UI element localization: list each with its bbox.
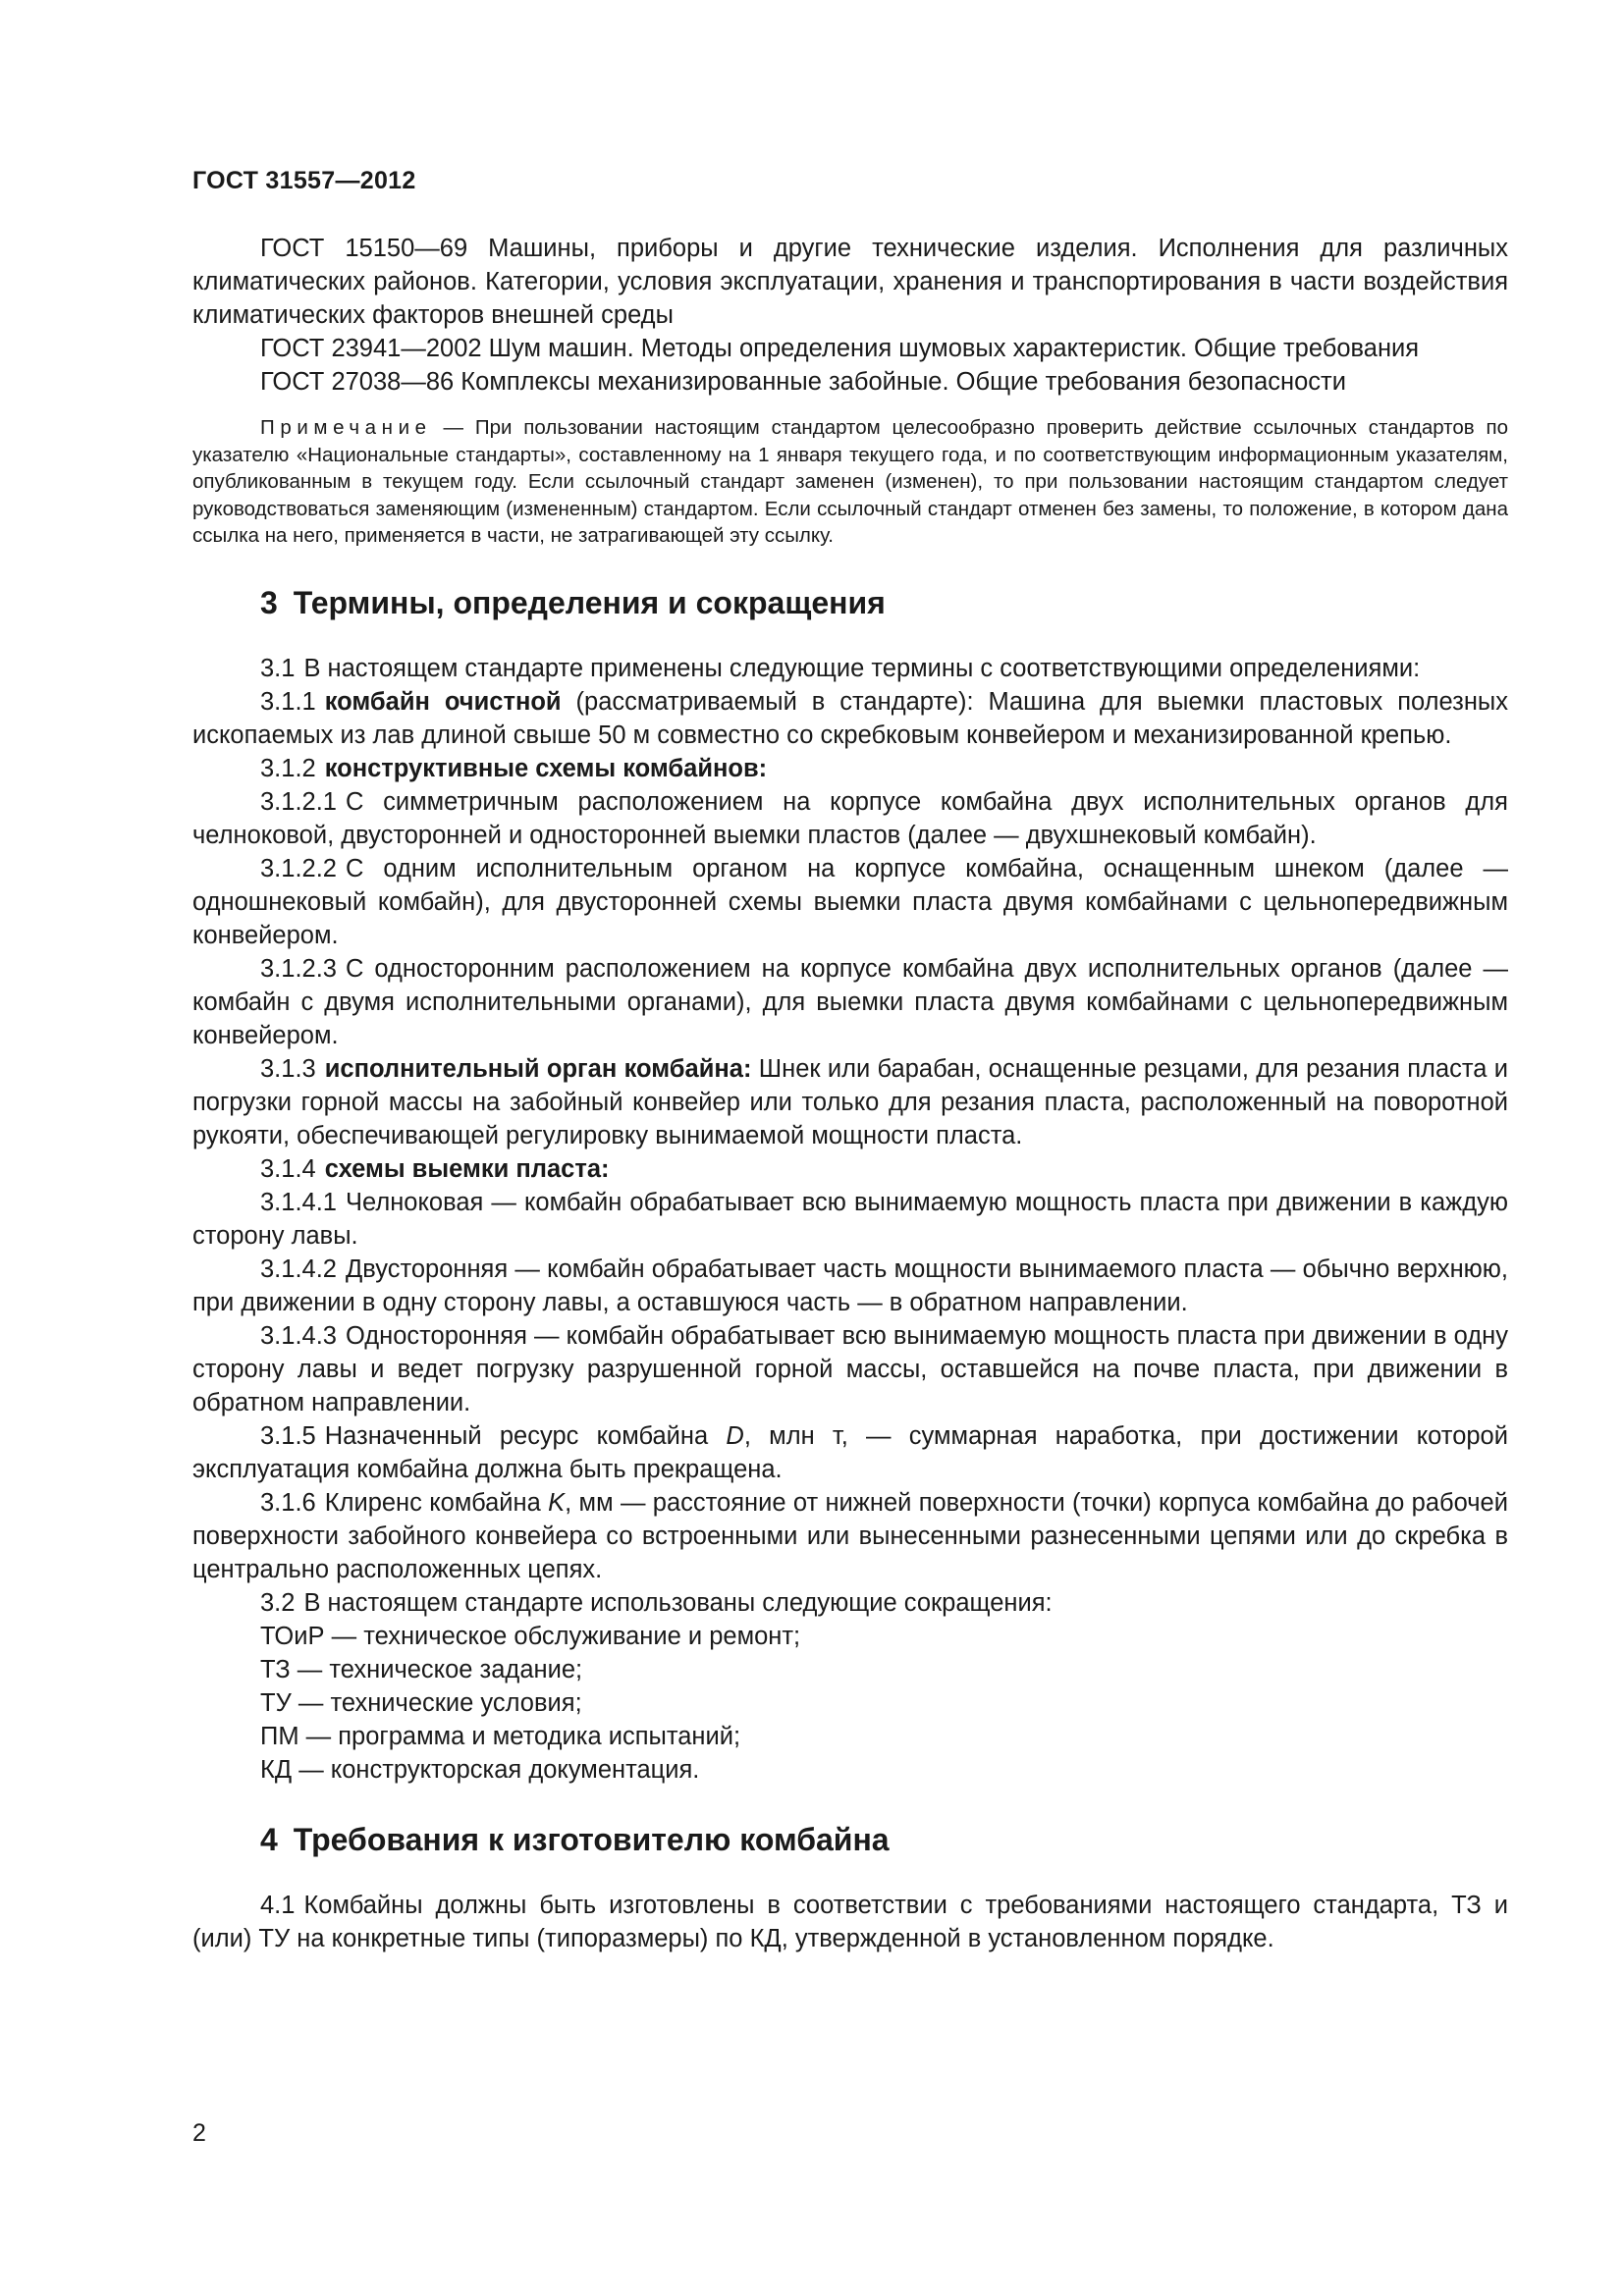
clause-3-1-2-3: 3.1.2.3 С односторонним расположением на корпусе комбайна двух исполнительных органов (далее — комбайн с двумя исполнительными органами), для выемки пласта двумя комбайнами с цельнопередвижным конвейером. xyxy=(192,954,1508,1049)
document-header-code: ГОСТ 31557—2012 xyxy=(192,167,416,194)
reference-gost-15150: ГОСТ 15150—69 Машины, приборы и другие технические изделия. Исполнения для различных климатических районов. Категории, условия эксплуатации, хранения и транспортирования в части воздействия климатических факторов внешней среды xyxy=(192,235,1508,329)
abbreviation-item: КД — конструкторская документация. xyxy=(260,1755,700,1784)
clause-3-1-1: 3.1.1 комбайн очистной (рассматриваемый в стандарте): Машина для выемки пластовых полезных ископаемых из лав длиной свыше 50 м совместно со скребковым конвейером и механизированной крепью. xyxy=(192,687,1508,749)
clause-3-1-2-1: 3.1.2.1 С симметричным расположением на корпусе комбайна двух исполнительных органов для челноковой, двусторонней и односторонней выемки пластов (далее — двухшнековый комбайн). xyxy=(192,787,1508,849)
page-content xyxy=(192,232,1508,1955)
clause-3-1-2: 3.1.2 конструктивные схемы комбайнов: xyxy=(260,754,768,782)
section-3-number: 3 xyxy=(260,584,278,620)
page-number: 2 xyxy=(192,2119,206,2147)
clause-3-1-5: 3.1.5 Назначенный ресурс комбайна D, млн т, — суммарная наработка, при достижении которой эксплуатация комбайна должна быть прекращена. xyxy=(192,1421,1508,1483)
clause-3-1-4-3: 3.1.4.3 Односторонняя — комбайн обрабатывает всю вынимаемую мощность пласта при движении в одну сторону лавы и ведет погрузку разрушенной горной массы, оставшейся на почве пласта, при движении в обратном направлении. xyxy=(192,1321,1508,1416)
section-3-body xyxy=(192,652,1508,1787)
abbreviation-item: ПМ — программа и методика испытаний; xyxy=(260,1722,741,1750)
normative-references xyxy=(192,232,1508,399)
note-block xyxy=(192,414,1508,550)
clause-3-1-4: 3.1.4 схемы выемки пласта: xyxy=(260,1154,610,1183)
abbreviation-item: ТУ — технические условия; xyxy=(260,1688,582,1717)
clause-3-2: 3.2 В настоящем стандарте использованы следующие сокращения: xyxy=(260,1588,1053,1617)
abbreviation-item: ТЗ — техническое задание; xyxy=(260,1655,583,1683)
clause-3-1-4-2: 3.1.4.2 Двусторонняя — комбайн обрабатывает часть мощности вынимаемого пласта — обычно верхнюю, при движении в одну сторону лавы, а оставшуюся часть — в обратном направлении. xyxy=(192,1255,1508,1316)
section-4-number: 4 xyxy=(260,1821,278,1857)
clause-3-1-6: 3.1.6 Клиренс комбайна K, мм — расстояние от нижней поверхности (точки) корпуса комбайна до рабочей поверхности забойного конвейера со встроенными или вынесенными разнесенными цепями или до скребка в центрально расположенных цепях. xyxy=(192,1488,1508,1583)
term-extraction-schemes: схемы выемки пласта: xyxy=(324,1154,610,1183)
term-design-schemes: конструктивные схемы комбайнов: xyxy=(324,754,768,782)
variable-d: D xyxy=(726,1421,744,1450)
abbreviation-item: ТОиР — техническое обслуживание и ремонт; xyxy=(260,1622,801,1650)
term-cutting-organ: исполнительный орган комбайна: xyxy=(324,1054,752,1083)
clause-3-1-4-1: 3.1.4.1 Челноковая — комбайн обрабатывает всю вынимаемую мощность пласта при движении в каждую сторону лавы. xyxy=(192,1188,1508,1250)
clause-3-1-3: 3.1.3 исполнительный орган комбайна: Шнек или барабан, оснащенные резцами, для резания пласта и погрузки горной массы на забойный конвейер или только для резания пласта, расположенный на поворотной рукояти, обеспечивающей регулировку вынимаемой мощности пласта. xyxy=(192,1054,1508,1149)
note-label: Примечание xyxy=(260,416,432,439)
section-4-heading xyxy=(192,1820,1508,1859)
section-3-heading xyxy=(192,583,1508,622)
clause-3-1: 3.1 В настоящем стандарте применены следующие термины с соответствующими определениями: xyxy=(260,654,1421,682)
reference-gost-27038: ГОСТ 27038—86 Комплексы механизированные забойные. Общие требования безопасности xyxy=(260,368,1346,396)
section-4-body xyxy=(192,1889,1508,1955)
reference-gost-23941: ГОСТ 23941—2002 Шум машин. Методы определения шумовых характеристик. Общие требования xyxy=(260,335,1420,362)
clause-3-1-2-2: 3.1.2.2 С одним исполнительным органом на корпусе комбайна, оснащенным шнеком (далее — одношнековый комбайн), для двусторонней схемы выемки пласта двумя комбайнами с цельнопередвижным конвейером. xyxy=(192,854,1508,949)
clause-4-1: 4.1 Комбайны должны быть изготовлены в соответствии с требованиями настоящего стандарта, ТЗ и (или) ТУ на конкретные типы (типоразмеры) по КД, утвержденной в установленном порядке. xyxy=(192,1891,1508,1952)
term-combine: комбайн очистной xyxy=(324,687,562,716)
section-4-title: Требования к изготовителю комбайна xyxy=(293,1821,890,1857)
section-3-title: Термины, определения и сокращения xyxy=(293,584,886,620)
variable-k: K xyxy=(548,1488,566,1517)
note-text: — При пользовании настоящим стандартом целесообразно проверить действие ссылочных стандартов по указателю «Национальные стандарты», составленному на 1 января текущего года, и по соответствующим информационным указателям, опубликованным в текущем году. Если ссылочный стандарт заменен (изменен), то при пользовании настоящим стандартом следует руководствоваться заменяющим (измененным) стандартом. Если ссылочный стандарт отменен без замены, то положение, в котором дана ссылка на него, применяется в части, не затрагивающей эту ссылку. xyxy=(192,416,1508,547)
